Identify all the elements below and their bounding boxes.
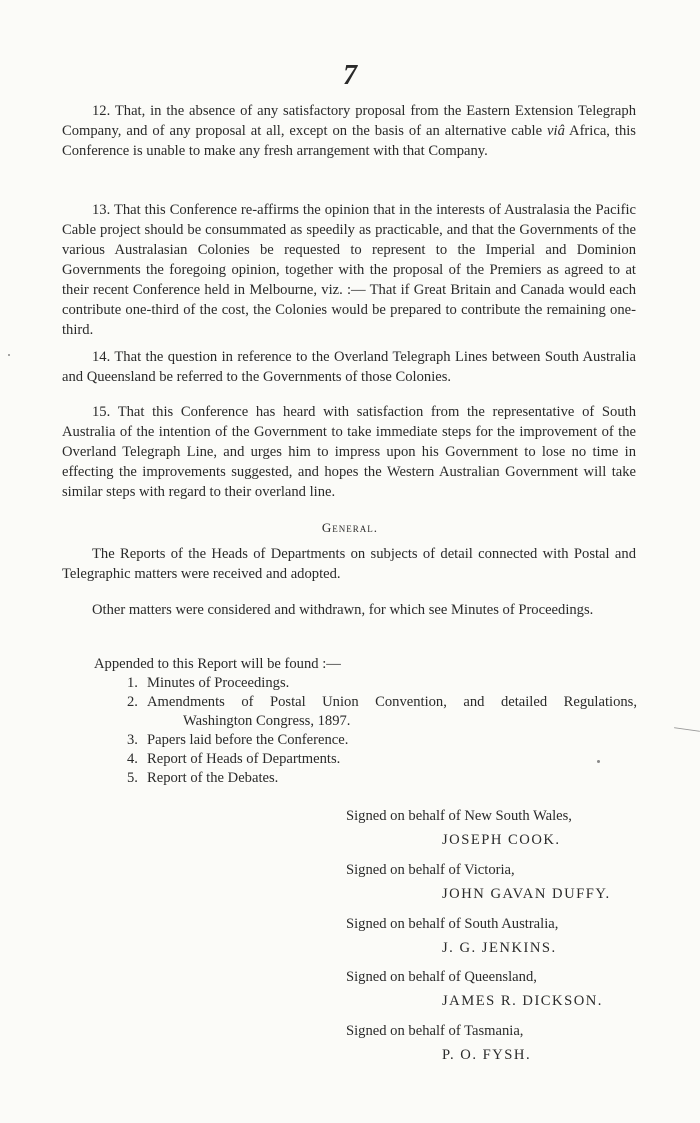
signature-on-behalf: Signed on behalf of New South Wales, <box>346 808 572 824</box>
signature-on-behalf: Signed on behalf of South Australia, <box>346 916 559 932</box>
signature-block-tasmania <box>346 1021 646 1065</box>
resolution-text-after: Africa, this Conference is unable to make any fresh arrangement with that Company. <box>62 123 636 159</box>
list-item-continuation <box>127 712 637 731</box>
resolution-number: 13. <box>92 202 111 218</box>
signature-on-behalf: Signed on behalf of Queensland, <box>346 969 537 985</box>
list-item <box>127 674 637 693</box>
resolution-text: That this Conference has heard with satisfaction from the representative of South Australia of the intention of the Government to take immediate steps for the improvement of the Overland Telegraph Line, and urges him to impress upon his Government to lose no time in effecting the improvements suggested, and hopes the Western Australian Government will take similar steps with regard to their overland line. <box>62 404 636 500</box>
appended-intro: Appended to this Report will be found :— <box>94 656 341 672</box>
list-item-text-continuation: Washington Congress, 1897. <box>183 713 351 729</box>
list-item-text: Amendments of Postal Union Convention, and detailed Regulations, <box>147 694 637 710</box>
signature-on-behalf: Signed on behalf of Victoria, <box>346 862 515 878</box>
general-paragraph-other-matters: Other matters were considered and withdrawn, for which see Minutes of Proceedings. <box>92 602 594 618</box>
list-item-number: 3. <box>127 732 138 748</box>
list-item-number: 1. <box>127 675 138 691</box>
resolution-15 <box>62 402 636 502</box>
signature-block-nsw <box>346 806 646 850</box>
resolution-text: That, in the absence of any satisfactory proposal from the Eastern Extension Telegraph Company, and of any proposal at all, except on the basis of an alternative cable <box>62 103 636 139</box>
resolution-13 <box>62 200 636 340</box>
resolution-14 <box>62 347 636 387</box>
signature-block-south-australia <box>346 914 646 958</box>
signatory-name: J. G. JENKINS. <box>442 940 557 956</box>
scan-speck <box>8 354 10 356</box>
resolution-text: That this Conference re-affirms the opinion that in the interests of Australasia the Pacific Cable project should be consummated as speedily as practicable, and that the Governments of the various Australasian Colonies be requested to represent to the Imperial and Dominion Governments the foregoing opinion, together with the proposal of the Premiers as agreed to at their recent Conference held in Melbourne, viz. :— That if Great Britain and Canada would each contribute one-third of the cost, the Colonies would be prepared to contribute the remaining one-third. <box>62 202 636 338</box>
list-item <box>127 769 637 788</box>
scan-speck <box>597 760 600 763</box>
scan-edge-mark <box>674 727 700 732</box>
section-heading-general: General. <box>321 520 379 535</box>
list-item-text: Report of Heads of Departments. <box>147 751 341 767</box>
appended-list <box>127 674 637 788</box>
list-item-number: 4. <box>127 751 138 767</box>
list-item-number: 2. <box>127 694 138 710</box>
list-item-text: Papers laid before the Conference. <box>147 732 349 748</box>
signatory-name: P. O. FYSH. <box>442 1047 532 1063</box>
list-item <box>127 693 637 712</box>
resolution-number: 15. <box>92 404 111 420</box>
list-item-text: Minutes of Proceedings. <box>147 675 290 691</box>
general-paragraph-reports: The Reports of the Heads of Departments on subjects of detail connected with Postal and Telegraphic matters were received and adopted. <box>62 546 636 582</box>
list-item-number: 5. <box>127 770 138 786</box>
resolution-12 <box>62 101 636 161</box>
signature-on-behalf: Signed on behalf of Tasmania, <box>346 1023 524 1039</box>
list-item <box>127 750 637 769</box>
list-item <box>127 731 637 750</box>
signatory-name: JOSEPH COOK. <box>442 832 561 848</box>
signatory-name: JAMES R. DICKSON. <box>442 993 603 1009</box>
signatory-name: JOHN GAVAN DUFFY. <box>442 886 611 902</box>
resolution-italic: viâ <box>547 123 565 139</box>
resolution-number: 12. <box>92 103 111 119</box>
signature-block-victoria <box>346 860 646 904</box>
page-number: 7 <box>343 60 357 91</box>
list-item-text: Report of the Debates. <box>147 770 279 786</box>
signature-block-queensland <box>346 967 646 1011</box>
resolution-text: That the question in reference to the Overland Telegraph Lines between South Australia and Queensland be referred to the Governments of those Colonies. <box>62 349 636 385</box>
resolution-number: 14. <box>92 349 111 365</box>
